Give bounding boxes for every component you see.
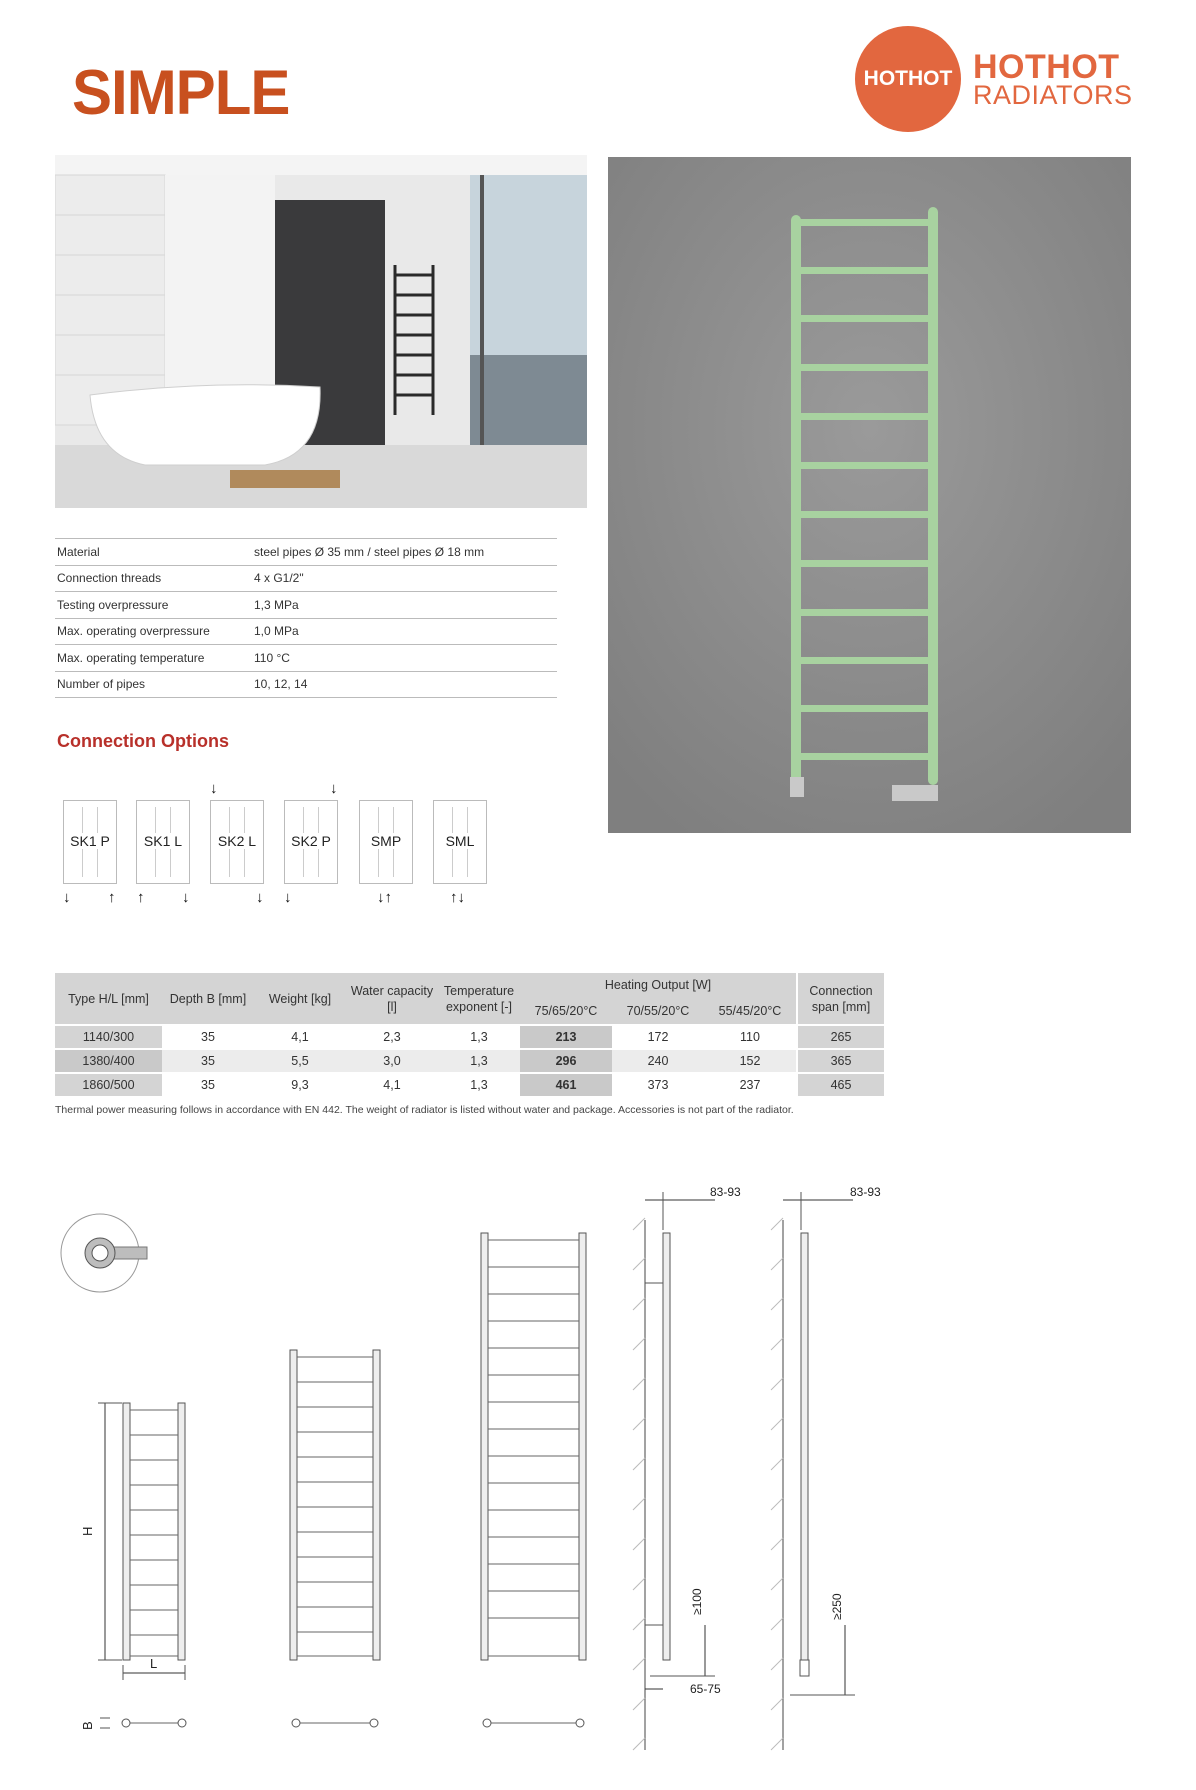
spec-value: 4 x G1/2" xyxy=(252,565,557,592)
cell-weight: 5,5 xyxy=(254,1049,346,1073)
cell-output-t1: 213 xyxy=(520,1025,612,1049)
cell-output-t3: 152 xyxy=(704,1049,797,1073)
arrow-up-down-icon: ↑↓ xyxy=(450,889,465,906)
dimension-label-l: L xyxy=(150,1656,158,1671)
dimension-label-wall-gap: 83-93 xyxy=(710,1185,741,1199)
connection-option-label: SML xyxy=(434,833,486,849)
radiator-front-view-small xyxy=(80,1403,186,1730)
spec-label: Connection threads xyxy=(55,565,252,592)
cell-type: 1380/400 xyxy=(55,1049,162,1073)
cell-water: 4,1 xyxy=(346,1073,438,1096)
connection-option-label: SMP xyxy=(360,833,412,849)
spec-label: Material xyxy=(55,539,252,566)
col-header-type: Type H/L [mm] xyxy=(55,973,162,1025)
brand-logo-circle: HOTHOT xyxy=(855,26,961,132)
col-header-heating-output: Heating Output [W] xyxy=(520,973,797,997)
table-row xyxy=(55,618,557,645)
spec-label: Max. operating temperature xyxy=(55,645,252,672)
arrow-down-icon: ↓ xyxy=(256,889,264,906)
connection-option-label: SK2 L xyxy=(211,833,263,849)
cell-exponent: 1,3 xyxy=(438,1025,520,1049)
cell-span: 465 xyxy=(797,1073,884,1096)
cell-span: 365 xyxy=(797,1049,884,1073)
dimension-label-floor-gap-2: ≥250 xyxy=(830,1593,844,1620)
dimension-label-b: B xyxy=(80,1721,95,1730)
col-header-weight: Weight [kg] xyxy=(254,973,346,1025)
cell-weight: 9,3 xyxy=(254,1073,346,1096)
table-row xyxy=(55,1049,884,1073)
table-row xyxy=(55,645,557,672)
cell-output-t2: 240 xyxy=(612,1049,704,1073)
brand-name-line2: RADIATORS xyxy=(973,80,1133,110)
radiator-side-view-2 xyxy=(771,1185,881,1750)
arrow-up-icon: ↑ xyxy=(108,889,116,906)
cell-output-t3: 237 xyxy=(704,1073,797,1096)
col-header-t3: 55/45/20°C xyxy=(704,997,797,1025)
cell-output-t2: 172 xyxy=(612,1025,704,1049)
table-row xyxy=(55,592,557,619)
spec-value: 10, 12, 14 xyxy=(252,671,557,698)
cell-weight: 4,1 xyxy=(254,1025,346,1049)
arrow-down-icon: ↓ xyxy=(210,780,218,797)
technical-drawings xyxy=(50,1170,910,1770)
spec-table xyxy=(55,538,557,698)
connection-option-sk2l xyxy=(210,800,264,884)
table-row xyxy=(55,565,557,592)
page-title: SIMPLE xyxy=(72,57,290,128)
connection-option-sml xyxy=(433,800,487,884)
arrow-down-icon: ↓ xyxy=(182,889,190,906)
cell-output-t1: 461 xyxy=(520,1073,612,1096)
brand-name-line1: HOTHOT xyxy=(973,48,1120,86)
pipe-section-detail xyxy=(61,1214,147,1292)
connection-option-sk1p xyxy=(63,800,117,884)
product-photo xyxy=(608,157,1131,833)
spec-label: Max. operating overpressure xyxy=(55,618,252,645)
dimension-label-depth: 65-75 xyxy=(690,1682,721,1696)
cell-water: 2,3 xyxy=(346,1025,438,1049)
cell-exponent: 1,3 xyxy=(438,1049,520,1073)
arrow-down-up-icon: ↓↑ xyxy=(377,889,392,906)
spec-value: 110 °C xyxy=(252,645,557,672)
table-row xyxy=(55,1073,884,1096)
arrow-down-icon: ↓ xyxy=(63,889,71,906)
cell-output-t3: 110 xyxy=(704,1025,797,1049)
connection-option-label: SK1 L xyxy=(137,833,189,849)
spec-label: Testing overpressure xyxy=(55,592,252,619)
col-header-t1: 75/65/20°C xyxy=(520,997,612,1025)
table-row xyxy=(55,539,557,566)
arrow-up-icon: ↑ xyxy=(137,889,145,906)
cell-depth: 35 xyxy=(162,1049,254,1073)
cell-water: 3,0 xyxy=(346,1049,438,1073)
cell-output-t1: 296 xyxy=(520,1049,612,1073)
connection-option-smp xyxy=(359,800,413,884)
spec-value: 1,0 MPa xyxy=(252,618,557,645)
cell-output-t2: 373 xyxy=(612,1073,704,1096)
connection-option-label: SK2 P xyxy=(285,833,337,849)
col-header-depth: Depth B [mm] xyxy=(162,973,254,1025)
footnote: Thermal power measuring follows in accordance with EN 442. The weight of radiator is listed without water and package. Accessories is not part of the radiator. xyxy=(55,1104,794,1116)
col-header-span: Connection span [mm] xyxy=(797,973,884,1025)
spec-label: Number of pipes xyxy=(55,671,252,698)
cell-depth: 35 xyxy=(162,1025,254,1049)
arrow-down-icon: ↓ xyxy=(330,780,338,797)
bathroom-photo xyxy=(55,155,587,508)
dimension-label-floor-gap: ≥100 xyxy=(690,1588,704,1615)
connection-option-sk1l xyxy=(136,800,190,884)
spec-value: 1,3 MPa xyxy=(252,592,557,619)
table-row xyxy=(55,1025,884,1049)
cell-type: 1860/500 xyxy=(55,1073,162,1096)
dimension-label-wall-gap-2: 83-93 xyxy=(850,1185,881,1199)
col-header-exponent: Temperature exponent [-] xyxy=(438,973,520,1025)
col-header-water: Water capacity [l] xyxy=(346,973,438,1025)
heating-output-table xyxy=(55,973,884,1096)
connection-options-heading: Connection Options xyxy=(57,731,229,751)
cell-type: 1140/300 xyxy=(55,1025,162,1049)
spec-value: steel pipes Ø 35 mm / steel pipes Ø 18 mm xyxy=(252,539,557,566)
radiator-side-view-1 xyxy=(633,1185,741,1750)
dimension-label-h: H xyxy=(80,1526,95,1536)
cell-depth: 35 xyxy=(162,1073,254,1096)
connection-option-label: SK1 P xyxy=(64,833,116,849)
table-row xyxy=(55,671,557,698)
cell-span: 265 xyxy=(797,1025,884,1049)
cell-exponent: 1,3 xyxy=(438,1073,520,1096)
arrow-down-icon: ↓ xyxy=(284,889,292,906)
col-header-t2: 70/55/20°C xyxy=(612,997,704,1025)
radiator-front-view-medium xyxy=(290,1350,380,1727)
radiator-front-view-large xyxy=(481,1233,586,1727)
connection-option-sk2p xyxy=(284,800,338,884)
